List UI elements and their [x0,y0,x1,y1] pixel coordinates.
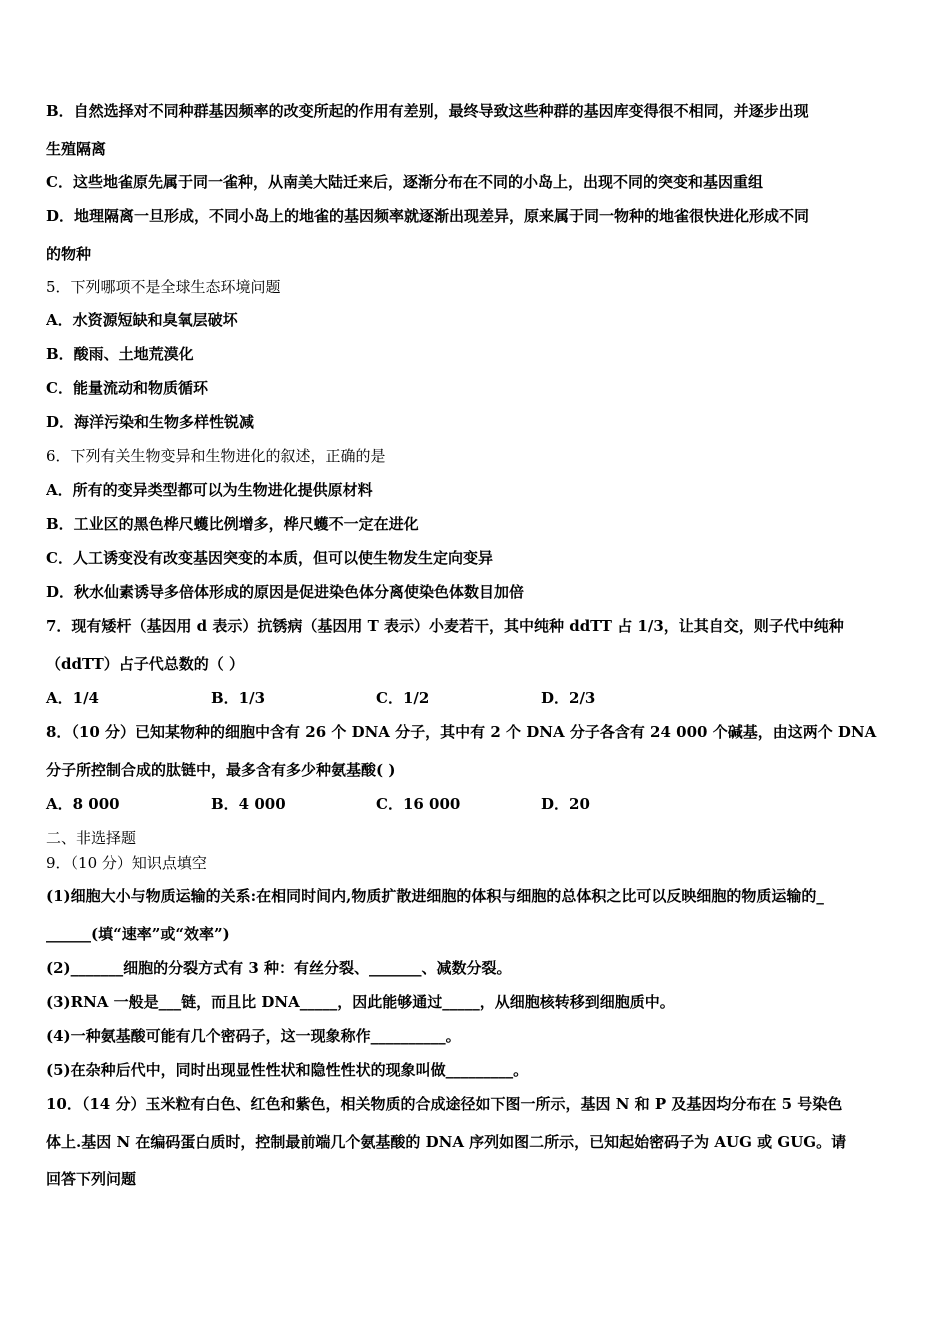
q10-stem-line2: 体上.基因 N 在编码蛋白质时，控制最前端几个氨基酸的 DNA 序列如图二所示，已知起始密码子为 AUG 或 GUG。请 [46,1133,847,1151]
q7-option-d: D．2/3 [541,689,596,707]
q8-option-c: C．16 000 [376,795,461,813]
q7-stem-line1: 7．现有矮杆（基因用 d 表示）抗锈病（基因用 T 表示）小麦若干，其中纯种 ddTT 占 1/3，让其自交，则子代中纯种 [46,617,844,635]
q8-option-a: A．8 000 [46,795,120,813]
q8-stem-line2: 分子所控制合成的肽链中，最多含有多少种氨基酸( ) [46,761,396,779]
q9-item5: (5)在杂种后代中，同时出现显性性状和隐性性状的现象叫做_________。 [46,1061,529,1079]
q6-stem: 6．下列有关生物变异和生物进化的叙述，正确的是 [46,447,386,465]
q4-option-b-line1: B．自然选择对不同种群基因频率的改变所起的作用有差别，最终导致这些种群的基因库变得很不相同，并逐步出现 [46,102,809,120]
q8-stem-line1: 8．（10 分）已知某物种的细胞中含有 26 个 DNA 分子，其中有 2 个 DNA 分子各含有 24 000 个碱基，由这两个 DNA [46,723,877,741]
q5-option-b: B．酸雨、土地荒漠化 [46,345,194,363]
q7-stem-line2: （ddTT）占子代总数的（ ） [46,655,244,673]
q8-option-d: D．20 [541,795,590,813]
q7-option-a: A．1/4 [46,689,99,707]
section-heading: 二、非选择题 [46,829,137,847]
q7-option-c: C．1/2 [376,689,430,707]
q6-option-c: C．人工诱变没有改变基因突变的本质，但可以使生物发生定向变异 [46,549,493,567]
q5-option-a: A．水资源短缺和臭氧层破坏 [46,311,238,329]
q6-option-d: D．秋水仙素诱导多倍体形成的原因是促进染色体分离使染色体数目加倍 [46,583,525,601]
q10-stem-line3: 回答下列问题 [46,1170,137,1188]
q9-item4: (4)一种氨基酸可能有几个密码子，这一现象称作__________。 [46,1027,461,1045]
q4-option-b-line2: 生殖隔离 [46,140,107,158]
q5-option-c: C．能量流动和物质循环 [46,379,208,397]
q9-item3: (3)RNA 一般是___链，而且比 DNA_____，因此能够通过_____，从细胞核转移到细胞质中。 [46,993,675,1011]
q5-option-d: D．海洋污染和生物多样性锐减 [46,413,255,431]
q4-option-c: C．这些地雀原先属于同一雀种，从南美大陆迁来后，逐渐分布在不同的小岛上，出现不同的突变和基因重组 [46,173,763,191]
q6-option-a: A．所有的变异类型都可以为生物进化提供原材料 [46,481,373,499]
q10-stem-line1: 10．（14 分）玉米粒有白色、红色和紫色，相关物质的合成途径如下图一所示，基因 N 和 P 及基因均分布在 5 号染色 [46,1095,843,1113]
q9-item1-line2: ______(填“速率”或“效率”) [46,925,230,943]
q8-option-b: B．4 000 [211,795,286,813]
q4-option-d-line2: 的物种 [46,245,92,263]
q9-item1-line1: (1)细胞大小与物质运输的关系:在相同时间内,物质扩散进细胞的体积与细胞的总体积之比可以反映细胞的物质运输的_ [46,887,824,905]
q6-option-b: B．工业区的黑色桦尺蠖比例增多，桦尺蠖不一定在进化 [46,515,419,533]
q9-stem: 9．（10 分）知识点填空 [46,854,207,872]
q9-item2: (2)_______细胞的分裂方式有 3 种：有丝分裂、_______、减数分裂。 [46,959,512,977]
q4-option-d-line1: D．地理隔离一旦形成，不同小岛上的地雀的基因频率就逐渐出现差异，原来属于同一物种的地雀很快进化形成不同 [46,207,810,225]
q5-stem: 5．下列哪项不是全球生态环境问题 [46,278,281,296]
q7-option-b: B．1/3 [211,689,266,707]
